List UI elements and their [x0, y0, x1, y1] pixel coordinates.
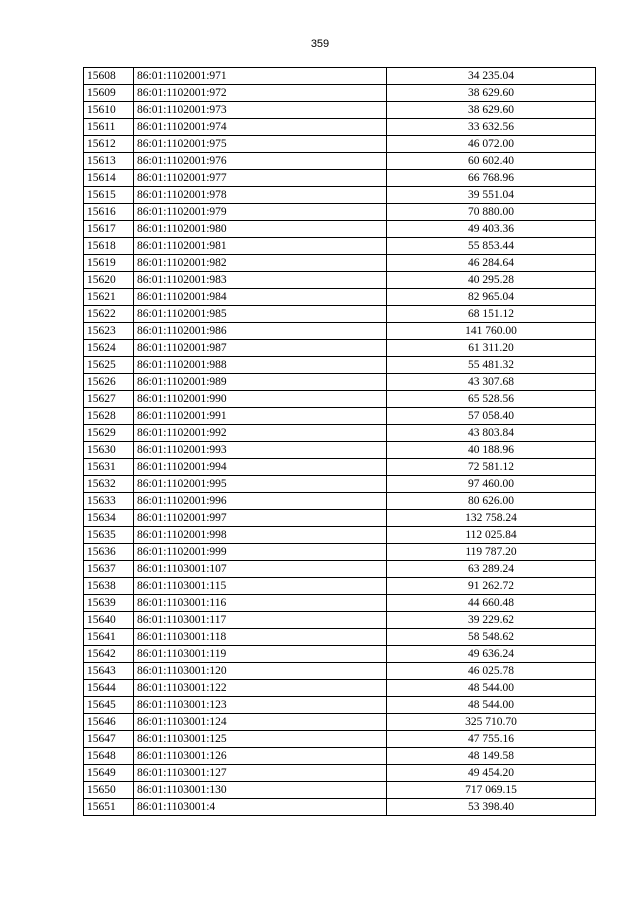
table-row: [84, 204, 596, 221]
table-row: [84, 306, 596, 323]
table-row: [84, 714, 596, 731]
cadastral-value-cell: 325 710.70: [387, 714, 596, 731]
row-number-cell: 15641: [84, 629, 134, 646]
row-number-cell: 15640: [84, 612, 134, 629]
cadastral-number-cell: 86:01:1102001:981: [134, 238, 387, 255]
cadastral-value-cell: 97 460.00: [387, 476, 596, 493]
cadastral-number-cell: 86:01:1103001:115: [134, 578, 387, 595]
cadastral-value-cell: 66 768.96: [387, 170, 596, 187]
cadastral-number-cell: 86:01:1103001:4: [134, 799, 387, 816]
row-number-cell: 15626: [84, 374, 134, 391]
table-row: [84, 170, 596, 187]
row-number-cell: 15616: [84, 204, 134, 221]
cadastral-value-cell: 53 398.40: [387, 799, 596, 816]
row-number-cell: 15608: [84, 68, 134, 85]
table-row: [84, 595, 596, 612]
cadastral-number-cell: 86:01:1103001:107: [134, 561, 387, 578]
table-row: [84, 391, 596, 408]
row-number-cell: 15632: [84, 476, 134, 493]
row-number-cell: 15644: [84, 680, 134, 697]
cadastral-number-cell: 86:01:1102001:989: [134, 374, 387, 391]
row-number-cell: 15637: [84, 561, 134, 578]
table-row: [84, 408, 596, 425]
row-number-cell: 15613: [84, 153, 134, 170]
table-row: [84, 153, 596, 170]
table-row: [84, 748, 596, 765]
row-number-cell: 15615: [84, 187, 134, 204]
cadastral-number-cell: 86:01:1102001:993: [134, 442, 387, 459]
cadastral-value-cell: 43 803.84: [387, 425, 596, 442]
cadastral-number-cell: 86:01:1102001:987: [134, 340, 387, 357]
table-row: [84, 680, 596, 697]
row-number-cell: 15618: [84, 238, 134, 255]
cadastral-number-cell: 86:01:1102001:999: [134, 544, 387, 561]
row-number-cell: 15642: [84, 646, 134, 663]
table-row: [84, 238, 596, 255]
row-number-cell: 15635: [84, 527, 134, 544]
cadastral-value-cell: 60 602.40: [387, 153, 596, 170]
row-number-cell: 15609: [84, 85, 134, 102]
cadastral-number-cell: 86:01:1103001:130: [134, 782, 387, 799]
row-number-cell: 15630: [84, 442, 134, 459]
cadastral-number-cell: 86:01:1102001:978: [134, 187, 387, 204]
cadastral-value-cell: 48 544.00: [387, 697, 596, 714]
table-row: [84, 663, 596, 680]
cadastral-number-cell: 86:01:1102001:979: [134, 204, 387, 221]
row-number-cell: 15620: [84, 272, 134, 289]
cadastral-value-cell: 717 069.15: [387, 782, 596, 799]
table-row: [84, 187, 596, 204]
cadastral-value-cell: 82 965.04: [387, 289, 596, 306]
table-row: [84, 357, 596, 374]
row-number-cell: 15639: [84, 595, 134, 612]
row-number-cell: 15629: [84, 425, 134, 442]
table-row: [84, 68, 596, 85]
table-row: [84, 561, 596, 578]
cadastral-number-cell: 86:01:1102001:982: [134, 255, 387, 272]
cadastral-value-cell: 119 787.20: [387, 544, 596, 561]
cadastral-value-cell: 34 235.04: [387, 68, 596, 85]
table-row: [84, 765, 596, 782]
cadastral-value-cell: 72 581.12: [387, 459, 596, 476]
cadastral-value-cell: 38 629.60: [387, 102, 596, 119]
cadastral-number-cell: 86:01:1102001:985: [134, 306, 387, 323]
table-row: [84, 459, 596, 476]
cadastral-value-cell: 33 632.56: [387, 119, 596, 136]
cadastral-value-cell: 48 149.58: [387, 748, 596, 765]
cadastral-number-cell: 86:01:1102001:996: [134, 493, 387, 510]
row-number-cell: 15650: [84, 782, 134, 799]
table-row: [84, 629, 596, 646]
table-row: [84, 697, 596, 714]
cadastral-number-cell: 86:01:1102001:973: [134, 102, 387, 119]
cadastral-number-cell: 86:01:1102001:988: [134, 357, 387, 374]
cadastral-value-cell: 80 626.00: [387, 493, 596, 510]
cadastral-value-cell: 57 058.40: [387, 408, 596, 425]
table-row: [84, 493, 596, 510]
table-row: [84, 374, 596, 391]
row-number-cell: 15611: [84, 119, 134, 136]
cadastral-number-cell: 86:01:1102001:995: [134, 476, 387, 493]
cadastral-value-cell: 55 853.44: [387, 238, 596, 255]
cadastral-value-cell: 38 629.60: [387, 85, 596, 102]
cadastral-value-cell: 44 660.48: [387, 595, 596, 612]
cadastral-value-cell: 65 528.56: [387, 391, 596, 408]
row-number-cell: 15617: [84, 221, 134, 238]
cadastral-value-cell: 49 636.24: [387, 646, 596, 663]
cadastral-number-cell: 86:01:1103001:120: [134, 663, 387, 680]
cadastral-value-cell: 49 403.36: [387, 221, 596, 238]
cadastral-value-cell: 47 755.16: [387, 731, 596, 748]
table-row: [84, 544, 596, 561]
cadastral-value-cell: 63 289.24: [387, 561, 596, 578]
table-row: [84, 527, 596, 544]
table-row: [84, 731, 596, 748]
table-row: [84, 510, 596, 527]
cadastral-number-cell: 86:01:1103001:116: [134, 595, 387, 612]
cadastral-value-cell: 58 548.62: [387, 629, 596, 646]
cadastral-number-cell: 86:01:1102001:976: [134, 153, 387, 170]
table-row: [84, 476, 596, 493]
cadastral-value-cell: 39 229.62: [387, 612, 596, 629]
page-number: 359: [310, 38, 330, 50]
cadastral-number-cell: 86:01:1102001:991: [134, 408, 387, 425]
cadastral-number-cell: 86:01:1103001:123: [134, 697, 387, 714]
row-number-cell: 15649: [84, 765, 134, 782]
cadastral-number-cell: 86:01:1103001:119: [134, 646, 387, 663]
table-row: [84, 442, 596, 459]
cadastral-value-cell: 48 544.00: [387, 680, 596, 697]
table-row: [84, 272, 596, 289]
cadastral-value-cell: 46 072.00: [387, 136, 596, 153]
row-number-cell: 15627: [84, 391, 134, 408]
row-number-cell: 15634: [84, 510, 134, 527]
table-row: [84, 221, 596, 238]
cadastral-value-cell: 112 025.84: [387, 527, 596, 544]
cadastral-number-cell: 86:01:1102001:992: [134, 425, 387, 442]
cadastral-number-cell: 86:01:1102001:977: [134, 170, 387, 187]
cadastral-value-cell: 46 025.78: [387, 663, 596, 680]
cadastral-value-cell: 49 454.20: [387, 765, 596, 782]
row-number-cell: 15643: [84, 663, 134, 680]
table-row: [84, 340, 596, 357]
table-row: [84, 102, 596, 119]
cadastral-value-cell: 46 284.64: [387, 255, 596, 272]
cadastral-number-cell: 86:01:1102001:997: [134, 510, 387, 527]
table-row: [84, 782, 596, 799]
table-row: [84, 136, 596, 153]
row-number-cell: 15651: [84, 799, 134, 816]
cadastral-number-cell: 86:01:1102001:990: [134, 391, 387, 408]
table-row: [84, 612, 596, 629]
table-row: [84, 119, 596, 136]
cadastral-number-cell: 86:01:1102001:983: [134, 272, 387, 289]
cadastral-value-cell: 61 311.20: [387, 340, 596, 357]
row-number-cell: 15625: [84, 357, 134, 374]
row-number-cell: 15645: [84, 697, 134, 714]
cadastral-value-cell: 40 188.96: [387, 442, 596, 459]
cadastral-number-cell: 86:01:1102001:986: [134, 323, 387, 340]
table-row: [84, 85, 596, 102]
cadastral-number-cell: 86:01:1102001:980: [134, 221, 387, 238]
cadastral-number-cell: 86:01:1102001:994: [134, 459, 387, 476]
cadastral-value-cell: 39 551.04: [387, 187, 596, 204]
cadastral-value-cell: 70 880.00: [387, 204, 596, 221]
cadastral-value-cell: 68 151.12: [387, 306, 596, 323]
cadastral-value-cell: 91 262.72: [387, 578, 596, 595]
row-number-cell: 15610: [84, 102, 134, 119]
row-number-cell: 15612: [84, 136, 134, 153]
table-row: [84, 799, 596, 816]
cadastral-number-cell: 86:01:1102001:974: [134, 119, 387, 136]
table-row: [84, 323, 596, 340]
row-number-cell: 15648: [84, 748, 134, 765]
row-number-cell: 15622: [84, 306, 134, 323]
cadastral-number-cell: 86:01:1102001:984: [134, 289, 387, 306]
row-number-cell: 15633: [84, 493, 134, 510]
cadastral-value-cell: 141 760.00: [387, 323, 596, 340]
cadastral-number-cell: 86:01:1103001:118: [134, 629, 387, 646]
row-number-cell: 15631: [84, 459, 134, 476]
cadastral-number-cell: 86:01:1102001:975: [134, 136, 387, 153]
cadastral-number-cell: 86:01:1102001:998: [134, 527, 387, 544]
row-number-cell: 15623: [84, 323, 134, 340]
cadastral-number-cell: 86:01:1103001:117: [134, 612, 387, 629]
cadastral-number-cell: 86:01:1103001:124: [134, 714, 387, 731]
table-body: [84, 68, 596, 816]
table-row: [84, 646, 596, 663]
table-row: [84, 425, 596, 442]
cadastral-value-cell: 132 758.24: [387, 510, 596, 527]
cadastral-number-cell: 86:01:1103001:126: [134, 748, 387, 765]
row-number-cell: 15647: [84, 731, 134, 748]
table-row: [84, 255, 596, 272]
table-row: [84, 578, 596, 595]
cadastral-number-cell: 86:01:1102001:972: [134, 85, 387, 102]
cadastral-value-cell: 40 295.28: [387, 272, 596, 289]
row-number-cell: 15636: [84, 544, 134, 561]
cadastral-value-table: [83, 67, 596, 816]
row-number-cell: 15619: [84, 255, 134, 272]
cadastral-value-cell: 43 307.68: [387, 374, 596, 391]
row-number-cell: 15621: [84, 289, 134, 306]
table-row: [84, 289, 596, 306]
cadastral-number-cell: 86:01:1103001:125: [134, 731, 387, 748]
cadastral-value-cell: 55 481.32: [387, 357, 596, 374]
cadastral-number-cell: 86:01:1102001:971: [134, 68, 387, 85]
cadastral-number-cell: 86:01:1103001:127: [134, 765, 387, 782]
row-number-cell: 15614: [84, 170, 134, 187]
row-number-cell: 15628: [84, 408, 134, 425]
row-number-cell: 15624: [84, 340, 134, 357]
cadastral-number-cell: 86:01:1103001:122: [134, 680, 387, 697]
row-number-cell: 15638: [84, 578, 134, 595]
row-number-cell: 15646: [84, 714, 134, 731]
